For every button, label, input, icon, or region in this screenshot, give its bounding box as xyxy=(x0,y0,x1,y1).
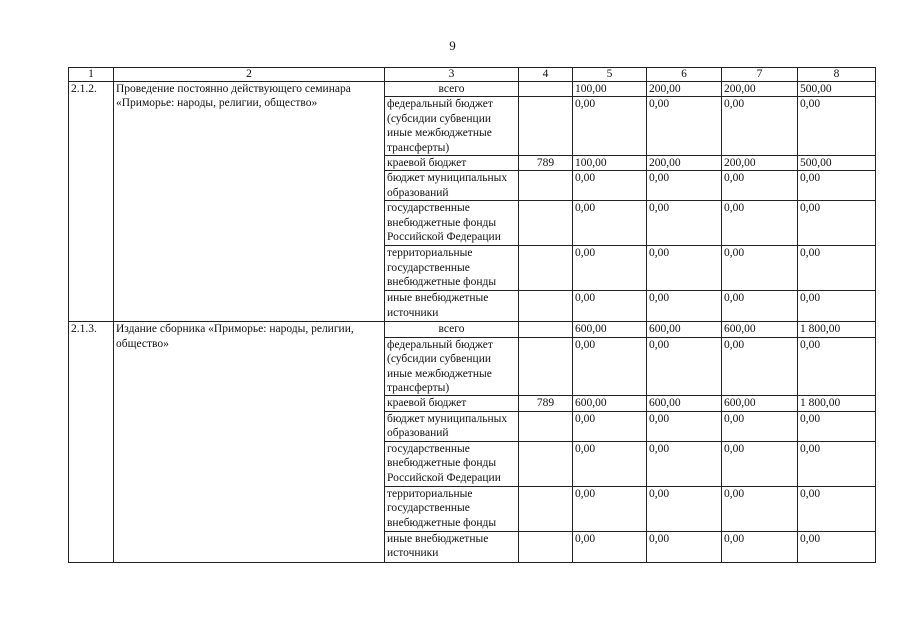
value-col-5: 0,00 xyxy=(573,246,647,291)
budget-code xyxy=(519,201,573,246)
funding-source: федеральный бюджет (субсидии субвенции иные межбюджетные трансферты) xyxy=(385,97,519,156)
funding-source: федеральный бюджет (субсидии субвенции иные межбюджетные трансферты) xyxy=(385,337,519,396)
value-col-6: 0,00 xyxy=(647,531,722,562)
value-col-7: 0,00 xyxy=(722,411,798,441)
value-col-5: 0,00 xyxy=(573,97,647,156)
funding-source: территориальные государственные внебюджетные фонды xyxy=(385,486,519,531)
funding-source: всего xyxy=(385,322,519,337)
value-col-5: 0,00 xyxy=(573,291,647,322)
funding-source: государственные внебюджетные фонды Российской Федерации xyxy=(385,201,519,246)
budget-code xyxy=(519,337,573,396)
value-col-6: 0,00 xyxy=(647,337,722,396)
budget-code xyxy=(519,441,573,486)
value-col-7: 0,00 xyxy=(722,201,798,246)
header-cell: 3 xyxy=(385,68,519,82)
value-col-7: 600,00 xyxy=(722,396,798,411)
value-col-8: 0,00 xyxy=(798,171,876,201)
value-col-6: 0,00 xyxy=(647,441,722,486)
value-col-6: 600,00 xyxy=(647,322,722,337)
header-cell: 1 xyxy=(69,68,114,82)
value-col-5: 600,00 xyxy=(573,396,647,411)
funding-source: иные внебюджетные источники xyxy=(385,531,519,562)
funding-source: бюджет муниципальных образований xyxy=(385,411,519,441)
funding-source: иные внебюджетные источники xyxy=(385,291,519,322)
value-col-6: 0,00 xyxy=(647,246,722,291)
funding-source: всего xyxy=(385,82,519,97)
value-col-7: 200,00 xyxy=(722,82,798,97)
header-cell: 6 xyxy=(647,68,722,82)
value-col-6: 0,00 xyxy=(647,291,722,322)
header-cell: 8 xyxy=(798,68,876,82)
value-col-5: 100,00 xyxy=(573,156,647,171)
value-col-6: 0,00 xyxy=(647,411,722,441)
funding-source: краевой бюджет xyxy=(385,396,519,411)
funding-source: территориальные государственные внебюджетные фонды xyxy=(385,246,519,291)
budget-code xyxy=(519,322,573,337)
value-col-5: 0,00 xyxy=(573,171,647,201)
value-col-6: 0,00 xyxy=(647,201,722,246)
header-cell: 2 xyxy=(114,68,385,82)
value-col-8: 0,00 xyxy=(798,441,876,486)
value-col-8: 500,00 xyxy=(798,156,876,171)
value-col-6: 200,00 xyxy=(647,82,722,97)
value-col-8: 0,00 xyxy=(798,201,876,246)
value-col-7: 0,00 xyxy=(722,486,798,531)
item-code: 2.1.2. xyxy=(69,82,114,322)
budget-code xyxy=(519,246,573,291)
value-col-7: 0,00 xyxy=(722,246,798,291)
value-col-5: 0,00 xyxy=(573,201,647,246)
value-col-8: 500,00 xyxy=(798,82,876,97)
header-cell: 7 xyxy=(722,68,798,82)
value-col-5: 100,00 xyxy=(573,82,647,97)
value-col-6: 0,00 xyxy=(647,97,722,156)
table-row xyxy=(69,322,876,337)
value-col-7: 600,00 xyxy=(722,322,798,337)
page-number: 9 xyxy=(449,38,456,53)
header-cell: 4 xyxy=(519,68,573,82)
value-col-8: 0,00 xyxy=(798,246,876,291)
header-cell: 5 xyxy=(573,68,647,82)
value-col-7: 200,00 xyxy=(722,156,798,171)
value-col-6: 0,00 xyxy=(647,171,722,201)
value-col-7: 0,00 xyxy=(722,337,798,396)
budget-code xyxy=(519,291,573,322)
budget-code: 789 xyxy=(519,396,573,411)
value-col-8: 0,00 xyxy=(798,337,876,396)
value-col-6: 600,00 xyxy=(647,396,722,411)
budget-code xyxy=(519,411,573,441)
funding-source: государственные внебюджетные фонды Российской Федерации xyxy=(385,441,519,486)
budget-code xyxy=(519,486,573,531)
value-col-8: 0,00 xyxy=(798,486,876,531)
value-col-7: 0,00 xyxy=(722,97,798,156)
value-col-8: 0,00 xyxy=(798,531,876,562)
value-col-5: 0,00 xyxy=(573,486,647,531)
budget-code xyxy=(519,531,573,562)
budget-code xyxy=(519,82,573,97)
funding-source: бюджет муниципальных образований xyxy=(385,171,519,201)
value-col-5: 0,00 xyxy=(573,411,647,441)
budget-code: 789 xyxy=(519,156,573,171)
value-col-8: 0,00 xyxy=(798,291,876,322)
value-col-5: 0,00 xyxy=(573,337,647,396)
value-col-5: 0,00 xyxy=(573,531,647,562)
header-row xyxy=(69,68,876,82)
value-col-8: 1 800,00 xyxy=(798,322,876,337)
table-row xyxy=(69,82,876,97)
funding-source: краевой бюджет xyxy=(385,156,519,171)
value-col-5: 0,00 xyxy=(573,441,647,486)
value-col-7: 0,00 xyxy=(722,531,798,562)
item-name: Проведение постоянно действующего семинара «Приморье: народы, религии, общество» xyxy=(114,82,385,322)
value-col-6: 200,00 xyxy=(647,156,722,171)
item-name: Издание сборника «Приморье: народы, религии, общество» xyxy=(114,322,385,562)
value-col-8: 1 800,00 xyxy=(798,396,876,411)
value-col-7: 0,00 xyxy=(722,291,798,322)
value-col-5: 600,00 xyxy=(573,322,647,337)
value-col-6: 0,00 xyxy=(647,486,722,531)
item-code: 2.1.3. xyxy=(69,322,114,562)
value-col-7: 0,00 xyxy=(722,441,798,486)
budget-code xyxy=(519,97,573,156)
budget-code xyxy=(519,171,573,201)
value-col-8: 0,00 xyxy=(798,97,876,156)
budget-table xyxy=(68,67,876,563)
value-col-8: 0,00 xyxy=(798,411,876,441)
value-col-7: 0,00 xyxy=(722,171,798,201)
